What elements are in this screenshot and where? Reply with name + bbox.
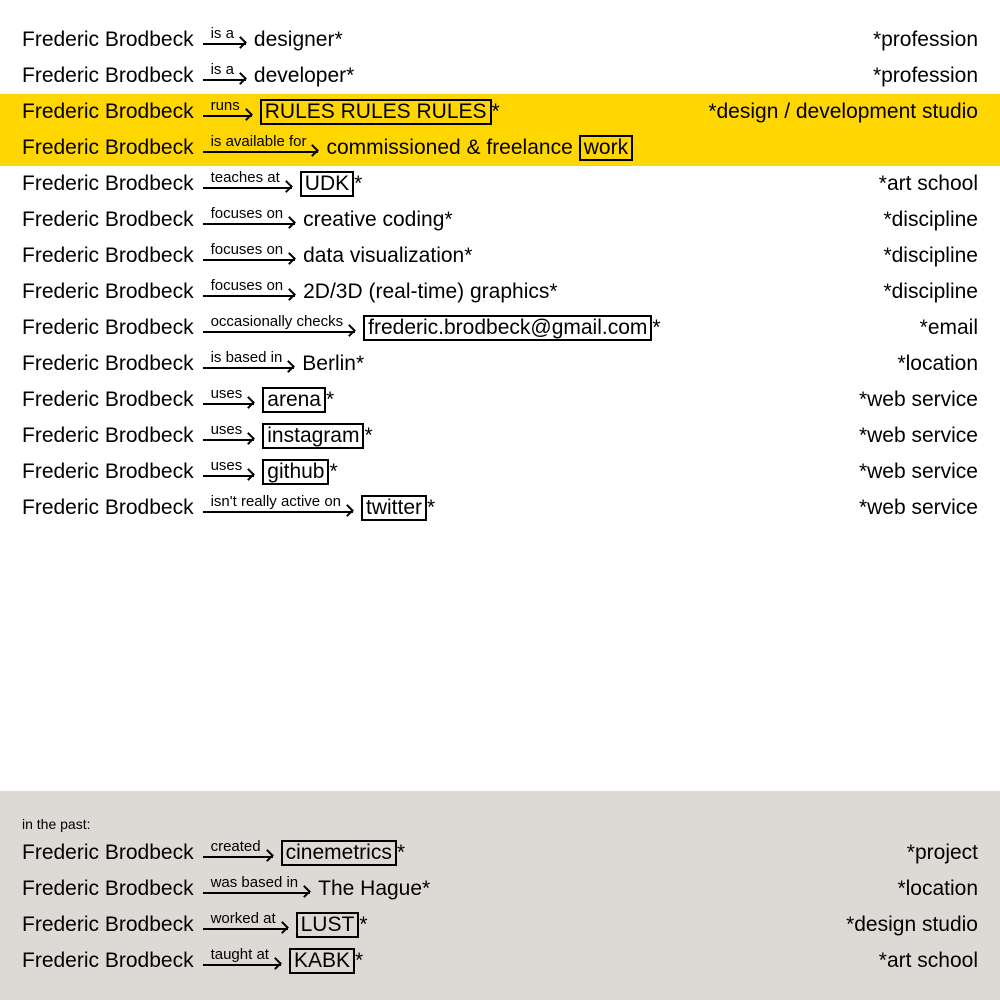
object xyxy=(361,495,435,521)
category-label: *discipline xyxy=(883,244,978,267)
subject-name: Frederic Brodbeck xyxy=(22,877,194,900)
object-text: designer xyxy=(253,28,335,51)
predicate-label: focuses on xyxy=(210,240,284,258)
object xyxy=(318,877,430,901)
statement-row xyxy=(0,454,1000,490)
subject-name: Frederic Brodbeck xyxy=(22,460,194,483)
category-label: *profession xyxy=(872,28,978,51)
arrow-icon xyxy=(203,928,288,930)
object xyxy=(289,948,363,974)
footnote-star: * xyxy=(334,28,343,51)
predicate-label: isn't really active on xyxy=(210,492,342,510)
category-label: *art school xyxy=(878,172,978,195)
category-label: *art school xyxy=(878,949,978,972)
predicate-label: uses xyxy=(210,384,243,402)
object xyxy=(326,135,633,161)
object xyxy=(262,459,337,485)
subject-name: Frederic Brodbeck xyxy=(22,949,194,972)
object-link[interactable]: twitter xyxy=(361,495,427,521)
object xyxy=(254,64,354,88)
predicate-arrow xyxy=(203,170,292,189)
category-label: *design studio xyxy=(846,913,978,936)
predicate-label: occasionally checks xyxy=(210,312,344,330)
predicate-label: uses xyxy=(210,420,243,438)
arrow-icon xyxy=(203,856,273,858)
predicate-arrow xyxy=(203,278,296,297)
footnote-star: * xyxy=(491,100,500,123)
statement-row xyxy=(0,238,1000,274)
category-label: *web service xyxy=(858,496,978,519)
footnote-star: * xyxy=(427,496,436,519)
predicate-label: focuses on xyxy=(210,204,284,222)
arrow-icon xyxy=(203,295,296,297)
predicate-arrow xyxy=(203,494,353,513)
arrow-icon xyxy=(203,187,292,189)
object-text: data visualization xyxy=(303,244,465,267)
predicate-arrow xyxy=(203,458,255,477)
footnote-star: * xyxy=(354,172,363,195)
footnote-star: * xyxy=(356,352,365,375)
object-link[interactable]: frederic.brodbeck@gmail.com xyxy=(363,315,652,341)
object xyxy=(363,315,660,341)
predicate-arrow xyxy=(203,242,296,261)
subject-name: Frederic Brodbeck xyxy=(22,208,194,231)
object xyxy=(296,912,368,938)
subject-name: Frederic Brodbeck xyxy=(22,64,194,87)
predicate-label: runs xyxy=(210,96,240,114)
footnote-star: * xyxy=(325,388,335,411)
object-prefix: commissioned & freelance xyxy=(326,136,573,159)
subject-name: Frederic Brodbeck xyxy=(22,244,194,267)
arrow-icon xyxy=(203,892,311,894)
past-section xyxy=(0,791,1000,1000)
object xyxy=(302,352,364,376)
footnote-star: * xyxy=(355,949,364,972)
object-link[interactable]: cinemetrics xyxy=(281,840,397,866)
predicate-arrow xyxy=(203,839,273,858)
statement-row xyxy=(0,835,1000,871)
object-link[interactable]: LUST xyxy=(296,912,360,938)
subject-name: Frederic Brodbeck xyxy=(22,172,194,195)
subject-name: Frederic Brodbeck xyxy=(22,424,194,447)
object-text: Berlin xyxy=(302,352,356,375)
predicate-arrow xyxy=(203,350,295,369)
object xyxy=(300,171,363,197)
object-link[interactable]: UDK xyxy=(300,171,354,197)
footnote-star: * xyxy=(396,841,406,864)
footnote-star: * xyxy=(329,460,338,483)
arrow-icon xyxy=(203,259,296,261)
category-label: *email xyxy=(919,316,978,339)
footnote-star: * xyxy=(652,316,661,339)
statement-row xyxy=(0,346,1000,382)
object xyxy=(303,280,557,304)
category-label: *project xyxy=(906,841,978,864)
object-text: 2D/3D (real-time) graphics xyxy=(303,280,550,303)
subject-name: Frederic Brodbeck xyxy=(22,28,194,51)
predicate-arrow xyxy=(203,422,255,441)
arrow-icon xyxy=(203,511,353,513)
predicate-arrow xyxy=(203,314,356,333)
predicate-arrow xyxy=(203,875,311,894)
statement-row xyxy=(0,382,1000,418)
object-text: developer xyxy=(253,64,347,87)
footnote-star: * xyxy=(364,424,373,447)
statement-row xyxy=(0,490,1000,526)
object-link[interactable]: arena xyxy=(262,387,326,413)
subject-name: Frederic Brodbeck xyxy=(22,496,194,519)
arrow-icon xyxy=(203,79,246,81)
object-text: creative coding xyxy=(303,208,445,231)
category-label: *design / development studio xyxy=(708,100,978,123)
predicate-label: was based in xyxy=(210,873,299,891)
predicate-arrow xyxy=(203,62,246,81)
statement-row xyxy=(0,94,1000,130)
arrow-icon xyxy=(203,43,246,45)
object-link[interactable]: instagram xyxy=(262,423,364,449)
footnote-star: * xyxy=(549,280,558,303)
category-label: *location xyxy=(897,352,978,375)
object-link[interactable]: work xyxy=(579,135,633,161)
category-label: *discipline xyxy=(883,280,978,303)
statement-row xyxy=(0,310,1000,346)
footnote-star: * xyxy=(346,64,355,87)
arrow-icon xyxy=(203,151,319,153)
arrow-icon xyxy=(203,223,296,225)
predicate-arrow xyxy=(203,386,255,405)
arrow-icon xyxy=(203,115,252,117)
predicate-label: is available for xyxy=(210,132,307,150)
object xyxy=(254,28,343,52)
arrow-icon xyxy=(203,964,281,966)
predicate-label: created xyxy=(210,837,261,855)
statement-row xyxy=(0,418,1000,454)
subject-name: Frederic Brodbeck xyxy=(22,913,194,936)
statement-row xyxy=(0,130,1000,166)
footnote-star: * xyxy=(359,913,368,936)
statement-row xyxy=(0,166,1000,202)
category-label: *web service xyxy=(858,460,978,483)
predicate-label: is a xyxy=(210,60,234,78)
category-label: *web service xyxy=(858,388,978,411)
object-link[interactable]: RULES RULES RULES xyxy=(260,99,492,125)
object xyxy=(260,99,500,125)
predicate-label: focuses on xyxy=(210,276,284,294)
object xyxy=(303,244,472,268)
footnote-star: * xyxy=(464,244,473,267)
predicate-label: taught at xyxy=(210,945,269,963)
footnote-star: * xyxy=(422,877,431,900)
statement-row xyxy=(0,907,1000,943)
statement-row xyxy=(0,274,1000,310)
statement-row xyxy=(0,58,1000,94)
object xyxy=(262,387,334,413)
subject-name: Frederic Brodbeck xyxy=(22,316,194,339)
arrow-icon xyxy=(203,331,356,333)
object xyxy=(281,840,405,866)
statement-row xyxy=(0,871,1000,907)
subject-name: Frederic Brodbeck xyxy=(22,136,194,159)
subject-name: Frederic Brodbeck xyxy=(22,841,194,864)
predicate-arrow xyxy=(203,206,296,225)
statement-row xyxy=(0,22,1000,58)
predicate-arrow xyxy=(203,98,252,117)
category-label: *web service xyxy=(858,424,978,447)
predicate-arrow xyxy=(203,911,288,930)
predicate-label: uses xyxy=(210,456,243,474)
statement-row xyxy=(0,943,1000,979)
arrow-icon xyxy=(203,439,255,441)
arrow-icon xyxy=(203,475,255,477)
predicate-arrow xyxy=(203,134,319,153)
subject-name: Frederic Brodbeck xyxy=(22,388,194,411)
predicate-label: teaches at xyxy=(210,168,280,186)
subject-name: Frederic Brodbeck xyxy=(22,100,194,123)
predicate-label: is based in xyxy=(210,348,283,366)
object xyxy=(303,208,452,232)
footnote-star: * xyxy=(444,208,453,231)
predicate-arrow xyxy=(203,947,281,966)
past-label: in the past: xyxy=(22,816,91,832)
object-link[interactable]: github xyxy=(262,459,329,485)
category-label: *profession xyxy=(872,64,978,87)
predicate-arrow xyxy=(203,26,246,45)
category-label: *discipline xyxy=(883,208,978,231)
past-statements xyxy=(0,835,1000,979)
object-text: The Hague xyxy=(318,877,423,900)
object-link[interactable]: KABK xyxy=(289,948,355,974)
subject-name: Frederic Brodbeck xyxy=(22,280,194,303)
predicate-label: is a xyxy=(210,24,234,42)
arrow-icon xyxy=(203,367,295,369)
predicate-label: worked at xyxy=(210,909,276,927)
category-label: *location xyxy=(897,877,978,900)
current-statements xyxy=(0,22,1000,526)
statement-row xyxy=(0,202,1000,238)
object xyxy=(262,423,372,449)
subject-name: Frederic Brodbeck xyxy=(22,352,194,375)
arrow-icon xyxy=(203,403,255,405)
